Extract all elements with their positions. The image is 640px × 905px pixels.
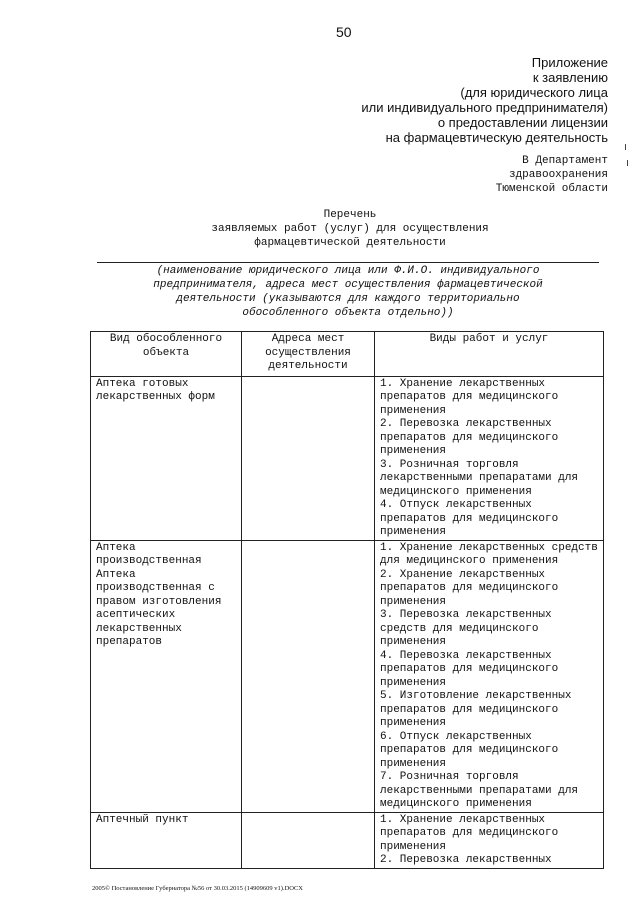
object-type-cell: Аптека готовых лекарственных форм [91,376,242,540]
table-header-row [91,332,604,377]
services-cell [375,812,604,868]
table-row [91,540,604,812]
service-item: 5. Изготовление лекарственных препаратов для медицинского применения [380,690,572,729]
service-item: 1. Хранение лекарственных препаратов для медицинского применения [380,813,559,853]
appendix-line: Приложение [531,55,608,70]
service-item: 7. Розничная торговля лекарственными препаратами для медицинского применения [380,771,579,810]
service-item: 2. Перевозка лекарственных препаратов для медицинского применения [380,418,559,457]
appendix-header [361,55,608,145]
appendix-line: на фармацевтическую деятельность [385,130,608,145]
caption-line: деятельности (указываются для каждого территориально [176,293,520,305]
services-table [90,331,604,869]
services-cell [375,540,604,812]
title-line: Перечень [323,209,377,221]
caption-line: (наименование юридического лица или Ф.И.О. индивидуального [156,265,540,277]
fill-in-caption [97,264,599,320]
services-cell [375,376,604,540]
object-type-cell: Аптека производственная Аптека производственная с правом изготовления асептических лекарственных препаратов [91,540,242,812]
service-item: 4. Перевозка лекарственных препаратов для медицинского применения [380,649,559,689]
appendix-line: к заявлению [532,70,608,85]
service-item: 1. Хранение лекарственных препаратов для медицинского применения [380,377,559,417]
service-item: 3. Розничная торговля лекарственными препаратами для медицинского применения [380,458,579,498]
service-item: 4. Отпуск лекарственных препаратов для медицинского применения [380,499,559,538]
object-type-cell: Аптечный пункт [91,812,242,868]
document-footer: 2005© Постановление Губернатора №56 от 30.03.2015 (14909609 v1).DOCX [92,885,303,892]
title-line: фармацевтической деятельности [254,237,446,249]
margin-tick-mark [627,160,628,166]
fill-in-line [97,262,599,263]
title-line: заявляемых работ (услуг) для осуществления [211,223,489,235]
service-item: 2. Перевозка лекарственных [380,854,552,866]
table-row [91,812,604,868]
header-object-type: Вид обособленного объекта [91,332,242,377]
header-services: Виды работ и услуг [375,332,604,377]
address-cell [242,376,375,540]
addressee-block [496,154,608,196]
addressee-line: Тюменской области [495,183,608,195]
caption-line: предпринимателя, адреса мест осуществления фармацевтической [153,279,543,291]
header-addresses: Адреса мест осуществления деятельности [242,332,375,377]
service-item: 2. Хранение лекарственных препаратов для медицинского применения [380,568,559,608]
table-row [91,376,604,540]
appendix-line: о предоставлении лицензии [437,115,608,130]
service-item: 3. Перевозка лекарственных средств для медицинского применения [380,609,552,648]
appendix-line: или индивидуального предпринимателя) [361,100,608,115]
addressee-line: В Департамент [522,155,608,167]
service-item: 6. Отпуск лекарственных препаратов для медицинского применения [380,730,559,770]
caption-line: обособленного объекта отдельно)) [242,307,454,319]
address-cell [242,540,375,812]
document-title [90,208,610,250]
appendix-line: (для юридического лица [460,85,608,100]
margin-tick-mark [625,144,626,150]
service-item: 1. Хранение лекарственных средств для медицинского применения [380,541,598,567]
address-cell [242,812,375,868]
addressee-line: здравоохранения [508,169,608,181]
page-number: 50 [336,24,352,40]
